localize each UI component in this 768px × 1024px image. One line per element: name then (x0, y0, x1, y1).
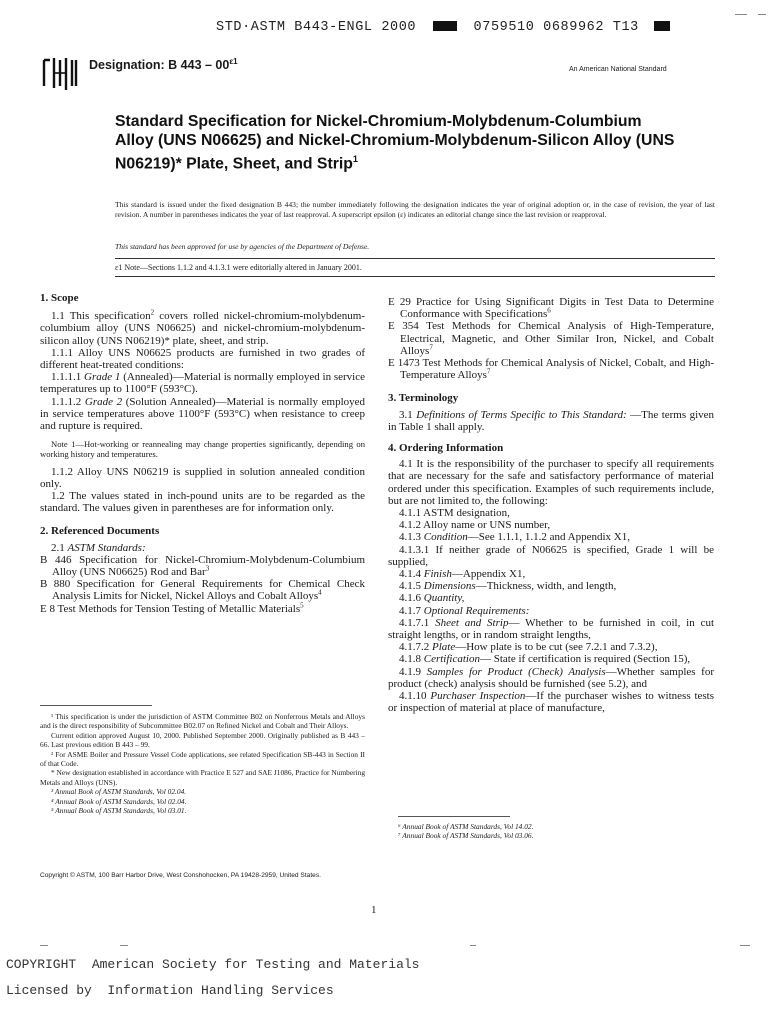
paragraph-4-1-4 (388, 568, 714, 580)
reference-e8 (40, 603, 365, 615)
paragraph-1-1-1: 1.1.1 Alloy UNS N06625 products are furnished in two grades of different heat-treated conditions: (40, 346, 365, 372)
paragraph-4-1-7-1 (388, 617, 714, 641)
paragraph-4-1-3 (388, 531, 714, 543)
text: 2.1 (51, 541, 68, 554)
text: covers rolled nickel-chromium-molybdenum-columbium alloy (UNS N06625) and nickel-chromium-molybdenum-silicon alloy (UNS N06219)* plate, sheet, and strip. (40, 310, 366, 347)
text: (Annealed)—Material is normally employed in service temperatures up to 1100°F (593°C). (40, 371, 365, 396)
text: B 446 Specification for Nickel-Chromium-Molybdenum-Columbium Alloy (UNS N06625) Rod and Bar (40, 553, 365, 579)
license-line-copyright: COPYRIGHT American Society for Testing and Materials (6, 957, 420, 972)
paragraph-4-1-8 (388, 653, 714, 665)
document-title (115, 112, 675, 173)
text: —Thickness, width, and length, (475, 580, 617, 593)
text: Samples for Product (Check) Analysis (426, 665, 606, 678)
text: 4.1.9 (399, 665, 427, 678)
footnote: ⁶ Annual Book of ASTM Standards, Vol 14.02. (398, 822, 534, 831)
text: — State if certification is required (Section 15), (479, 653, 691, 666)
text: Optional Requirements: (423, 604, 530, 617)
paragraph-4-1-7-2 (388, 641, 714, 653)
scan-mark (120, 945, 128, 946)
section-heading-terminology: 3. Terminology (388, 392, 459, 405)
text: 4.1.6 (399, 592, 424, 605)
text: (Solution Annealed)—Material is normally employed in service temperatures above 1100°F (593°C) when resistance to creep and rupture is required. (40, 395, 366, 433)
text: ASTM Standards: (67, 541, 146, 554)
paragraph-3-1 (388, 409, 714, 433)
footnote-divider (398, 816, 510, 817)
text: 4.1.4 (399, 568, 424, 581)
scan-mark (40, 945, 48, 946)
text: Definitions of Terms Specific to This Standard: (416, 408, 627, 421)
footnote: ⁷ Annual Book of ASTM Standards, Vol 03.06. (398, 831, 534, 841)
footnotes-right (398, 822, 718, 841)
text: 4.1.10 (399, 690, 431, 703)
text: —How plate is to be cut (see 7.2.1 and 7.3.2), (455, 641, 658, 654)
license-line-licensed: Licensed by Information Handling Services (6, 983, 334, 998)
section-heading-scope: 1. Scope (40, 292, 79, 304)
text: E 8 Test Methods for Tension Testing of Metallic Materials (40, 602, 301, 615)
title-superscript: 1 (352, 154, 358, 164)
text: E 354 Test Methods for Chemical Analysis of High-Temperature, Electrical, Magnetic, and Other Similar Iron, Nickel, and Cobalt Alloys (388, 320, 714, 357)
paragraph-4-1-3-1: 4.1.3.1 If neither grade of N06625 is specified, Grade 1 will be supplied, (388, 543, 714, 568)
paragraph-4-1-10 (388, 690, 714, 714)
paragraph-4-1-2: 4.1.2 Alloy name or UNS number, (399, 519, 551, 532)
designation-label: Designation: B 443 – 00 (89, 58, 230, 73)
footnote: ² For ASME Boiler and Pressure Vessel Code applications, see related Specification SB-443 in Section II of that Code. (40, 749, 365, 769)
paragraph-1-1 (40, 310, 365, 347)
paragraph-4-1-7 (388, 605, 714, 617)
text: — Whether to be furnished in coil, in cut straight lengths, or in random straight lengths, (388, 616, 715, 642)
text: 1.1.1.1 (51, 371, 85, 384)
text: —If the purchaser wishes to witness tests or inspection of material at place of manufacture, (388, 690, 715, 715)
text: 1.1 This specification (51, 310, 151, 323)
text: 4.1.7.1 (399, 616, 436, 629)
footnote-ref: 4 (318, 588, 322, 597)
paragraph-4-1-9 (388, 666, 714, 690)
designation (89, 57, 238, 72)
text: Finish (423, 568, 452, 581)
text: 3.1 (399, 408, 417, 421)
text: B 880 Specification for General Requirements for Chemical Check Analysis Limits for Nickel, Nickel Alloys and Cobalt Alloys (40, 578, 365, 603)
right-column (388, 296, 714, 715)
reference-e1473 (388, 357, 714, 381)
text: 4.1.5 (399, 580, 424, 593)
reference-b446 (40, 554, 365, 578)
footnote: ⁴ Annual Book of ASTM Standards, Vol 02.04. (51, 796, 187, 806)
footnote-divider (40, 705, 152, 706)
footnote: ⁵ Annual Book of ASTM Standards, Vol 03.01. (51, 806, 187, 816)
paragraph-1-1-1-2 (40, 396, 365, 433)
left-column (40, 292, 365, 615)
page-number: 1 (371, 904, 377, 916)
text: Certification (423, 653, 480, 666)
reference-e29 (388, 296, 714, 320)
footnote: * New designation established in accordance with Practice E 527 and SAE J1086, Practice for Numbering Metals and Alloys (UNS). (40, 768, 366, 787)
scan-mark (758, 14, 766, 15)
designation-superscript: ε1 (229, 57, 238, 66)
redaction-block (433, 21, 457, 31)
paragraph-1-1-1-1 (40, 371, 365, 395)
text: —Appendix X1, (451, 568, 526, 581)
national-standard-label: An American National Standard (569, 66, 667, 73)
divider (115, 276, 715, 277)
stamp-code: 0759510 0689962 T13 (473, 20, 639, 35)
note-1: Note 1—Hot-working or reannealing may change properties significantly, depending on working history and temperatures. (40, 439, 365, 460)
text: —The terms given in Table 1 shall apply. (388, 408, 715, 433)
footnote: Current edition approved August 10, 2000. Published September 2000. Originally published as B 443 – 66. Last previous edition B 443 – 99. (40, 730, 365, 750)
footnote-ref: 2 (150, 308, 155, 317)
editorial-note: ε1 Note—Sections 1.1.2 and 4.1.3.1 were editorially altered in January 2001. (115, 263, 362, 272)
paragraph-1-2: 1.2 The values stated in inch-pound units are to be regarded as the standard. The values given in parentheses are for information only. (40, 490, 365, 515)
footnote: ³ Annual Book of ASTM Standards, Vol 02.04. (51, 787, 187, 797)
footnotes-left (40, 712, 365, 815)
text: 4.1.7 (399, 604, 424, 617)
scan-mark (470, 945, 476, 946)
footnote: ¹ This specification is under the jurisdiction of ASTM Committee B02 on Nonferrous Metals and Alloys and is the direct responsibility of Subcommittee B02.07 on Refined Nickel and Cobalt and Their Alloys. (40, 712, 365, 731)
preface-note: This standard is issued under the fixed designation B 443; the number immediately following the designation indicates the year of original adoption or, in the case of revision, the year of last revision. A number in parentheses indicates the year of last reapproval. A superscript epsilon (ε) indicates an editorial change since the last revision or reapproval. (115, 200, 715, 219)
text: —Whether samples for product (check) analysis should be furnished (see 5.2), and (388, 665, 714, 690)
document-stamp (216, 20, 670, 35)
stamp-text: STD·ASTM B443-ENGL 2000 (216, 20, 417, 35)
footnote-ref: 7 (429, 343, 433, 352)
text: Quantity, (423, 592, 465, 605)
paragraph-4-1-6 (388, 592, 714, 604)
paragraph-4-1-5 (388, 580, 714, 592)
paragraph-4-1: 4.1 It is the responsibility of the purchaser to specify all requirements that are necessary for the safe and satisfactory performance of material ordered under this specification. Examples of such requirements include, but are not limited to, the following: (388, 458, 714, 507)
text: 4.1.7.2 (399, 641, 432, 654)
astm-logo (40, 56, 80, 92)
copyright-line: Copyright © ASTM, 100 Barr Harbor Drive, West Conshohocken, PA 19428-2959, United States. (40, 872, 321, 879)
paragraph-4-1-1: 4.1.1 ASTM designation, (399, 507, 510, 520)
scan-mark (735, 14, 747, 15)
scan-mark (740, 945, 750, 946)
text: Plate (432, 641, 456, 654)
paragraph-2-1 (40, 542, 365, 554)
divider (115, 258, 715, 259)
text: E 1473 Test Methods for Chemical Analysis of Nickel, Cobalt, and High-Temperature Alloys (388, 357, 714, 382)
text: Purchaser Inspection (430, 690, 526, 703)
title-text: Standard Specification for Nickel-Chromium-Molybdenum-Columbium Alloy (UNS N06625) and Nickel-Chromium-Molybdenum-Silicon Alloy (UNS N06219)* Plate, Sheet, and Strip (115, 113, 675, 173)
text: 4.1.8 (399, 653, 424, 666)
footnote-ref: 3 (205, 564, 210, 573)
text: 1.1.1.2 (51, 395, 85, 408)
text: —See 1.1.1, 1.1.2 and Appendix X1, (467, 531, 630, 544)
footnote-ref: 5 (300, 601, 304, 610)
text: Grade 1 (84, 371, 121, 384)
footnote-ref: 6 (547, 306, 551, 315)
section-heading-ordering-information: 4. Ordering Information (388, 442, 504, 455)
reference-b880 (40, 578, 365, 602)
section-heading-referenced-documents: 2. Referenced Documents (40, 525, 160, 538)
text: Grade 2 (84, 395, 123, 408)
approval-note: This standard has been approved for use by agencies of the Department of Defense. (115, 242, 370, 251)
redaction-block (654, 21, 670, 31)
text: Dimensions (423, 580, 476, 593)
text: Condition (423, 531, 468, 544)
reference-e354 (388, 320, 714, 357)
text: 4.1.3 (399, 531, 424, 544)
text: E 29 Practice for Using Significant Digits in Test Data to Determine Conformance with Specifications (388, 296, 714, 321)
text: Sheet and Strip (435, 616, 509, 629)
paragraph-1-1-2: 1.1.2 Alloy UNS N06219 is supplied in solution annealed condition only. (40, 465, 365, 490)
footnote-ref: 7 (486, 367, 491, 376)
